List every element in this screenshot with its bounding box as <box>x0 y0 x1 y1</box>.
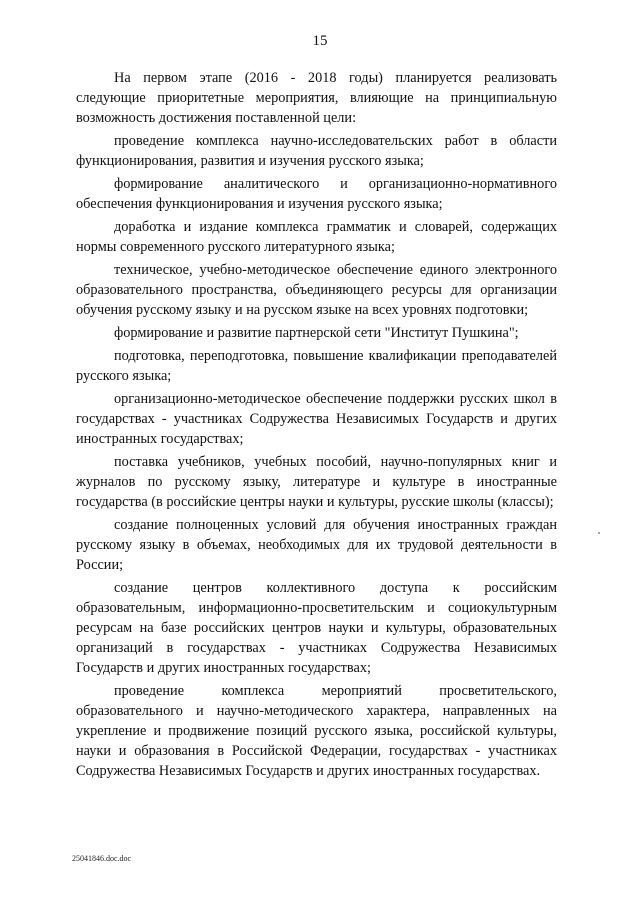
list-item-analytics: формирование аналитического и организационно-нормативного обеспечения функционирования и изучения русского языка; <box>76 176 557 212</box>
list-item-migrant-training: создание полноценных условий для обучения иностранных граждан русскому языку в объемах, необходимых для их трудовой деятельности в России; <box>76 517 557 573</box>
list-item-grammars: доработка и издание комплекса грамматик и словарей, содержащих нормы современного русского литературного языка; <box>76 219 557 255</box>
scan-speck <box>598 532 600 534</box>
list-item-events: проведение комплекса мероприятий просветительского, образовательного и научно-методического характера, направленных на укрепление и продвижение позиций русского языка, российской культуры, науки и образования в Российской Федерации, государствах - участниках Содружества Независимых Государств и других иностранных государствах. <box>76 683 557 779</box>
document-body <box>76 68 557 784</box>
list-item-school-support: организационно-методическое обеспечение поддержки русских школ в государствах - участниках Содружества Независимых Государств и других иностранных государствах; <box>76 391 557 447</box>
page-number: 15 <box>312 33 328 49</box>
document-filename: 25041846.doc.doc <box>72 854 132 863</box>
list-item-pushkin-network: формирование и развитие партнерской сети "Институт Пушкина"; <box>114 325 519 341</box>
list-item-textbooks: поставка учебников, учебных пособий, научно-популярных книг и журналов по русскому языку, литературе и культуре в иностранные государства (в российские центры науки и культуры, русские школы (классы); <box>76 454 557 510</box>
list-item-teacher-training: подготовка, переподготовка, повышение квалификации преподавателей русского языка; <box>76 348 557 384</box>
list-item-access-centers: создание центров коллективного доступа к российским образовательным, информационно-просветительским и социокультурным ресурсам на базе российских центров науки и культуры, образовательных организаций в государствах - участниках Содружества Независимых Государств и других иностранных государствах; <box>76 580 557 676</box>
intro-paragraph: На первом этапе (2016 - 2018 годы) планируется реализовать следующие приоритетные мероприятия, влияющие на принципиальную возможность достижения поставленной цели: <box>76 70 557 126</box>
list-item-research: проведение комплекса научно-исследовательских работ в области функционирования, развития и изучения русского языка; <box>76 133 557 169</box>
list-item-e-learning: техническое, учебно-методическое обеспечение единого электронного образовательного пространства, объединяющего ресурсы для организации обучения русскому языку и на русском языке на всех уровнях подготовки; <box>76 262 557 318</box>
